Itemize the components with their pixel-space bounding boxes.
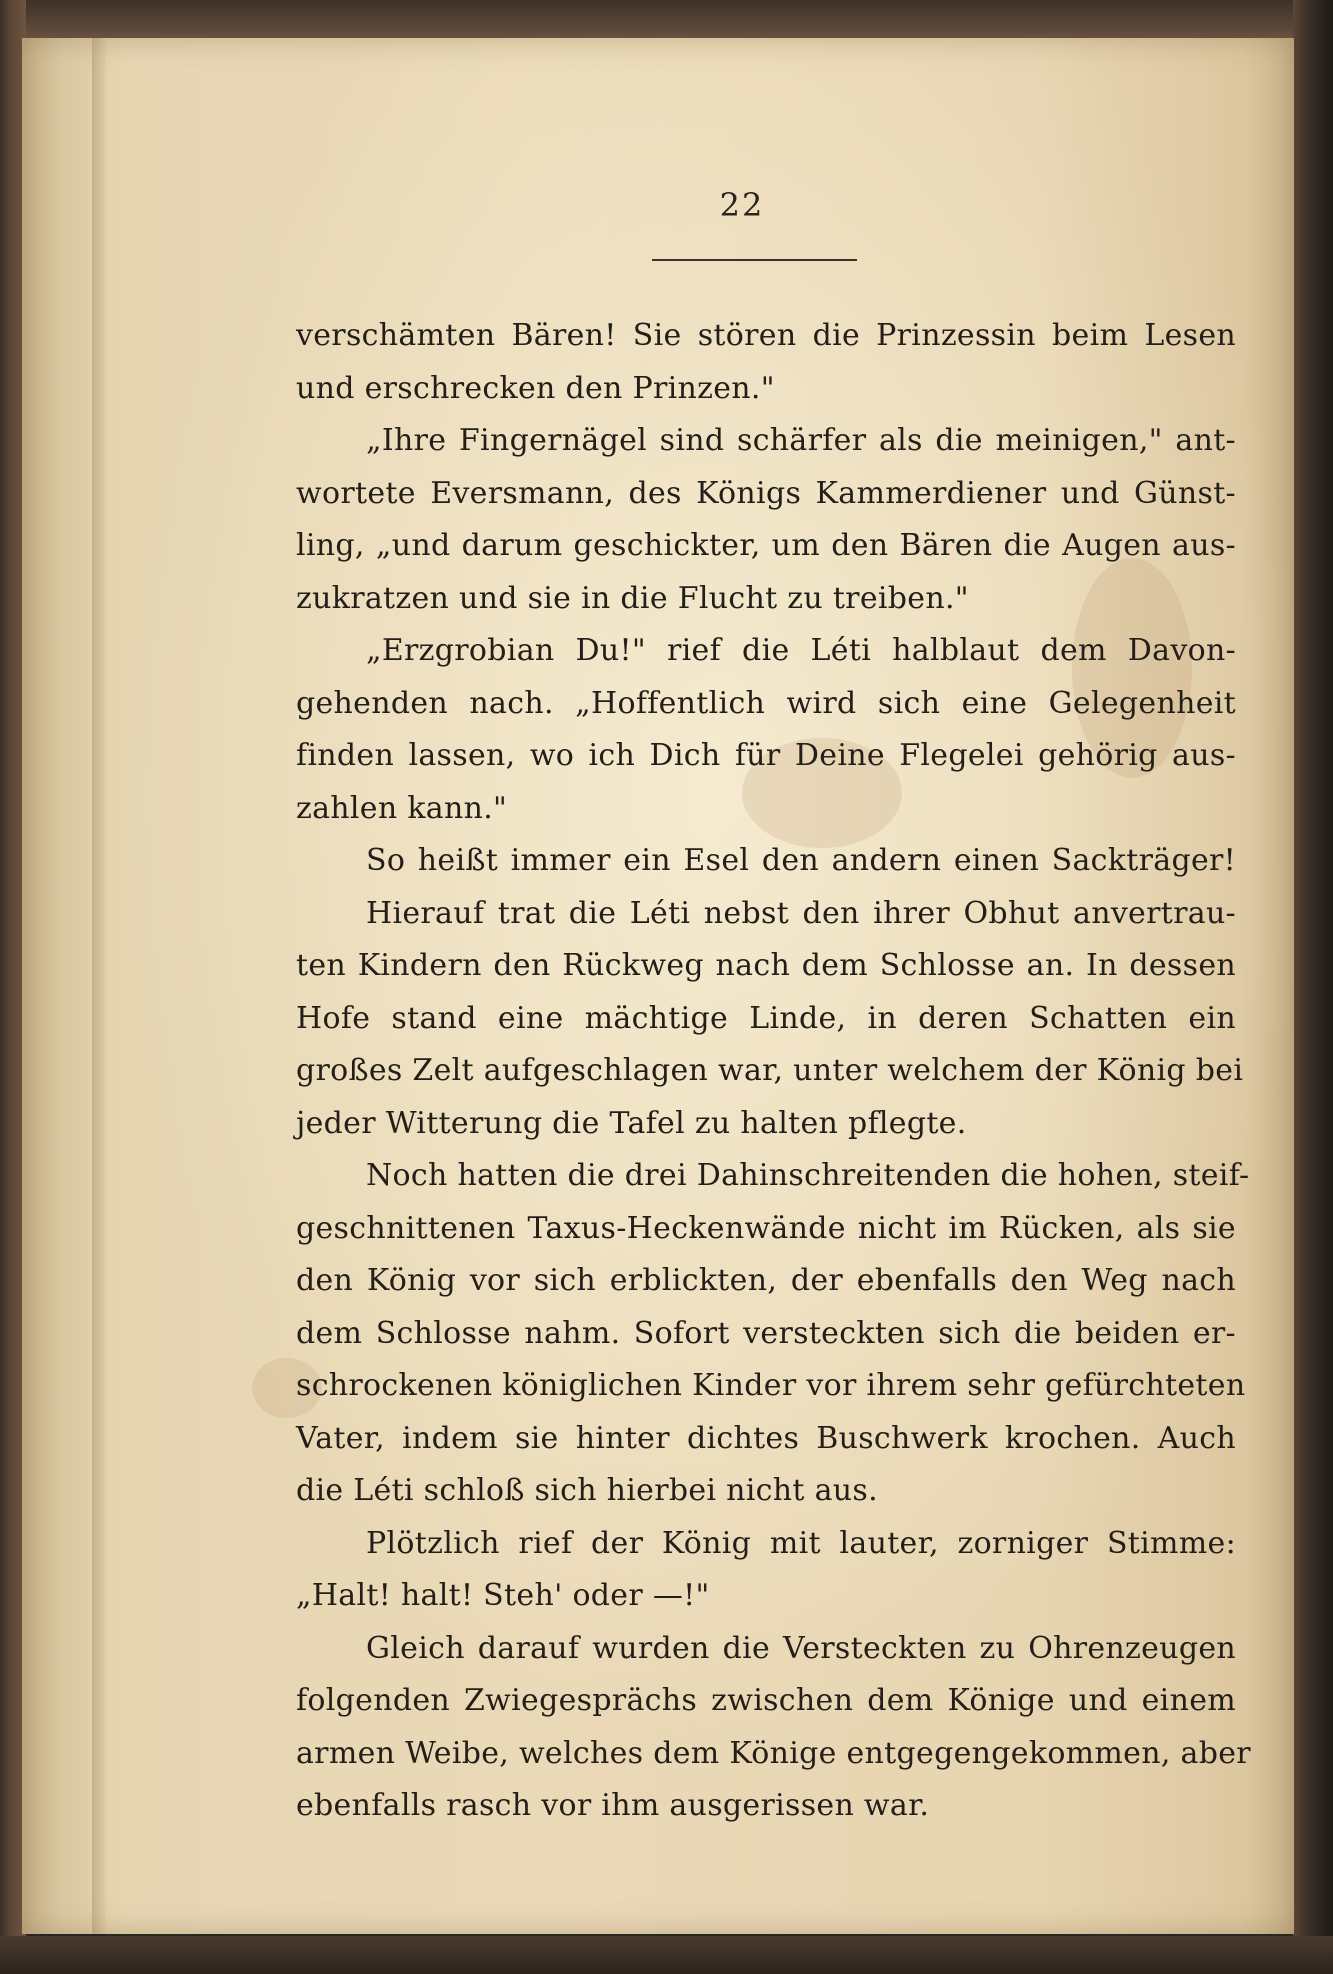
book-page (22, 38, 1294, 1934)
book-cover-right-edge (1293, 0, 1333, 1974)
page-number-container (622, 186, 862, 224)
text-line: wortete Eversmann, des Königs Kammerdiener und Günst- (296, 475, 1236, 511)
text-line: Plötzlich rief der König mit lauter, zorniger Stimme: (366, 1525, 1236, 1561)
text-line: den König vor sich erblickten, der ebenfalls den Weg nach (296, 1263, 1236, 1298)
text-line: „Ihre Fingernägel sind schärfer als die meinigen," ant- (366, 423, 1236, 458)
header-rule (652, 259, 857, 261)
text-line: verschämten Bären! Sie stören die Prinzessin beim Lesen (296, 318, 1236, 353)
text-line: Hierauf trat die Léti nebst den ihrer Obhut anvertrau- (366, 895, 1236, 931)
text-line: die Léti schloß sich hierbei nicht aus. (296, 1473, 878, 1508)
text-line: Vater, indem sie hinter dichtes Buschwerk krochen. Auch (296, 1420, 1236, 1456)
book-cover-top-edge (0, 0, 1333, 40)
text-line: geschnittenen Taxus-Heckenwände nicht im Rücken, als sie (296, 1210, 1236, 1246)
text-line: ebenfalls rasch vor ihm ausgerissen war. (296, 1788, 930, 1823)
text-line: „Halt! halt! Steh' oder —!" (296, 1578, 710, 1613)
page-number: 22 (719, 186, 765, 224)
text-line: gehenden nach. „Hoffentlich wird sich eine Gelegenheit (296, 685, 1236, 721)
text-line: ten Kindern den Rückweg nach dem Schlosse an. In dessen (296, 948, 1236, 983)
text-line: und erschrecken den Prinzen." (296, 370, 775, 406)
text-line: Hofe stand eine mächtige Linde, in deren Schatten ein (296, 1000, 1236, 1036)
text-line: dem Schlosse nahm. Sofort versteckten sich die beiden er- (296, 1315, 1236, 1351)
text-line: zukratzen und sie in die Flucht zu treiben." (296, 580, 969, 616)
text-line: armen Weibe, welches dem Könige entgegengekommen, aber (296, 1735, 1251, 1771)
text-line: „Erzgrobian Du!" rief die Léti halblaut dem Davon- (366, 633, 1236, 668)
text-line: schrockenen königlichen Kinder vor ihrem sehr gefürchteten (296, 1368, 1246, 1403)
text-line: finden lassen, wo ich Dich für Deine Flegelei gehörig aus- (296, 738, 1236, 773)
text-line: Gleich darauf wurden die Versteckten zu Ohrenzeugen (366, 1630, 1236, 1666)
body-text (296, 310, 1251, 1833)
book-cover-bottom-edge (0, 1936, 1333, 1974)
page-gutter-shadow (92, 38, 106, 1934)
text-line: zahlen kann." (296, 790, 508, 826)
text-line: ling, „und darum geschickter, um den Bären die Augen aus- (296, 528, 1236, 563)
text-line: So heißt immer ein Esel den andern einen Sackträger! (366, 843, 1236, 878)
text-line: Noch hatten die drei Dahinschreitenden die hohen, steif- (366, 1158, 1250, 1193)
text-line: jeder Witterung die Tafel zu halten pflegte. (296, 1105, 967, 1141)
text-line: folgenden Zwiegesprächs zwischen dem Könige und einem (296, 1683, 1236, 1718)
text-line: großes Zelt aufgeschlagen war, unter welchem der König bei (296, 1053, 1244, 1088)
